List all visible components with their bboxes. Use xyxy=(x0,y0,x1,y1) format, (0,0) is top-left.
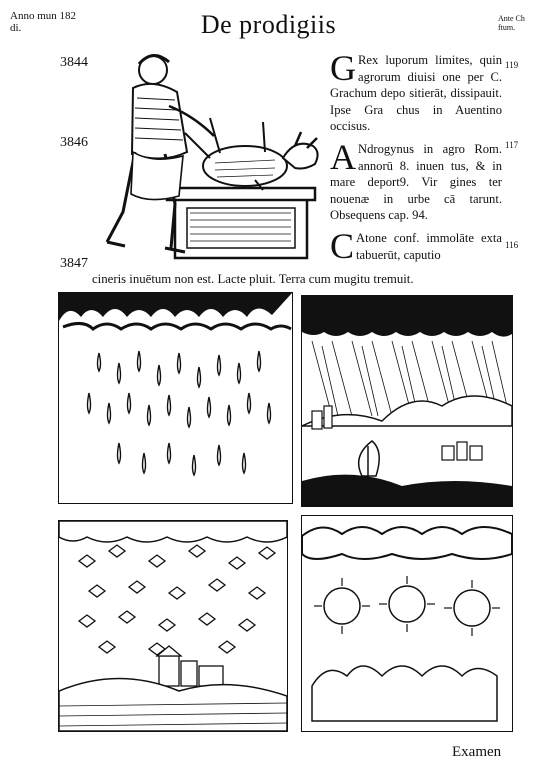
text-column xyxy=(330,48,502,269)
drop-cap: C xyxy=(330,225,355,266)
page-title: De prodigiis xyxy=(200,10,337,39)
paragraph xyxy=(330,225,502,266)
anno-mundi-label: Anno mun 182 xyxy=(10,10,76,22)
anno-mundi-label-cont: di. xyxy=(10,22,22,34)
paragraph-text: Rex luporum limites, quin agrorum diuisi one per C. Grachum depo sitierāt, dissipauit. Ipse Gra chus in Auentino occisus. xyxy=(330,53,502,134)
drop-cap: A xyxy=(330,136,356,177)
paragraph xyxy=(330,136,502,224)
milk-rain-woodcut xyxy=(58,292,293,504)
margin-note: 117 xyxy=(505,140,519,150)
ante-christum-label: Ante Ch ftum. xyxy=(498,14,525,32)
margin-note: 119 xyxy=(505,60,519,70)
three-suns-woodcut xyxy=(301,515,513,732)
paragraph-text: Ndrogynus in agro Rom. annorū 8. inuen tus, & in mare deport9. Vir gines ter nouenæ in urbe cā tarunt. Obsequens cap. 94. xyxy=(330,141,502,223)
drop-cap: G xyxy=(330,48,356,88)
storm-woodcut xyxy=(301,295,513,507)
margin-year: 3846 xyxy=(60,135,88,150)
paragraph-text: Atone conf. immolāte exta tabuerūt, caputio xyxy=(356,230,502,262)
bees-woodcut xyxy=(58,520,288,732)
paragraph xyxy=(330,48,502,135)
sacrifice-woodcut xyxy=(105,48,327,268)
margin-year: 3847 xyxy=(60,256,88,271)
margin-year: 3844 xyxy=(60,55,88,70)
text-line-continuation: cineris inuētum non est. Lacte pluit. Terra cum mugitu tremuit. xyxy=(92,272,414,286)
margin-note: 116 xyxy=(505,240,519,250)
catchword: Examen xyxy=(452,744,502,760)
